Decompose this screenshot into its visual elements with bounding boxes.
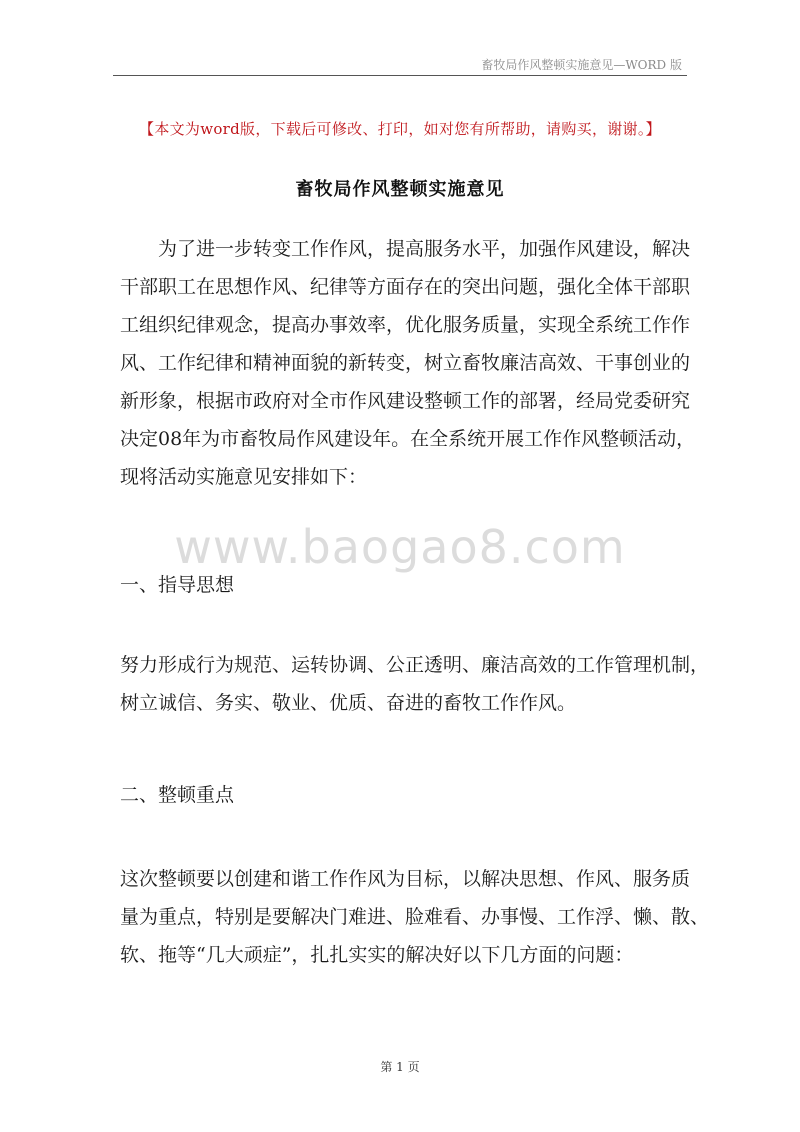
intro-line: 决定08年为市畜牧局作风建设年。在全系统开展工作作风整顿活动， — [120, 428, 696, 450]
section1-line: 树立诚信、务实、敬业、优质、奋进的畜牧工作作风。 — [120, 692, 577, 714]
section2-line: 量为重点，特别是要解决门难进、脸难看、办事慢、工作浮、懒、散、 — [120, 906, 710, 928]
intro-line: 为了进一步转变工作作风，提高服务水平，加强作风建设，解决 — [158, 238, 691, 260]
document-title: 畜牧局作风整顿实施意见 — [295, 179, 505, 200]
running-header: 畜牧局作风整顿实施意见—WORD 版 — [481, 58, 682, 72]
header-rule — [113, 75, 687, 76]
purchase-notice: 【本文为word版，下载后可修改、打印，如对您有所帮助，请购买，谢谢。】 — [139, 120, 661, 138]
intro-line: 干部职工在思想作风、纪律等方面存在的突出问题，强化全体干部职 — [120, 276, 691, 298]
section1-paragraph — [120, 646, 710, 722]
intro-line: 风、工作纪律和精神面貌的新转变，树立畜牧廉洁高效、干事创业的 — [120, 352, 691, 374]
section2-paragraph — [120, 860, 710, 974]
site-watermark: www.baogao8.com — [174, 520, 626, 574]
intro-line: 新形象，根据市政府对全市作风建设整顿工作的部署，经局党委研究 — [120, 390, 691, 412]
intro-line: 工组织纪律观念，提高办事效率，优化服务质量，实现全系统工作作 — [120, 314, 691, 336]
intro-line: 现将活动实施意见安排如下： — [120, 466, 368, 488]
page-number: 第 1 页 — [380, 1060, 420, 1074]
section2-line: 软、拖等“几大顽症”，扎扎实实的解决好以下几方面的问题： — [120, 944, 634, 966]
section-heading-guiding-ideology: 一、指导思想 — [120, 574, 235, 596]
intro-paragraph — [120, 230, 696, 496]
section-heading-rectification-focus: 二、整顿重点 — [120, 784, 235, 806]
section2-line: 这次整顿要以创建和谐工作作风为目标，以解决思想、作风、服务质 — [120, 868, 691, 890]
section1-line: 努力形成行为规范、运转协调、公正透明、廉洁高效的工作管理机制， — [120, 654, 710, 676]
